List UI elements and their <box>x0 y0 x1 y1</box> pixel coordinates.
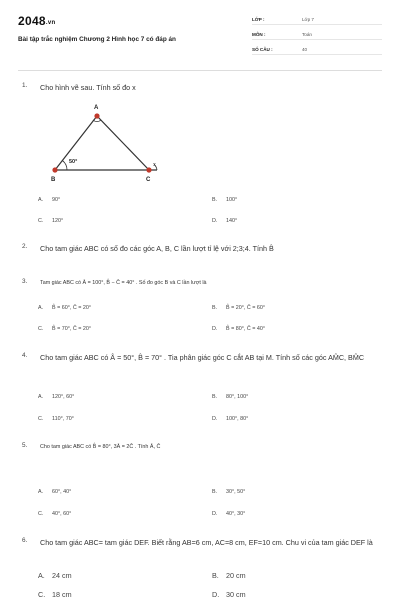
brand-name: 2048 <box>18 14 46 28</box>
question-number: 2. <box>22 243 28 250</box>
header-divider <box>18 70 382 71</box>
meta-label: LỚP : <box>252 17 265 22</box>
brand-logo[interactable] <box>18 14 55 28</box>
question-number: 3. <box>22 278 28 285</box>
page-title: Bài tập trắc nghiệm Chương 2 Hình học 7 có đáp án <box>18 36 176 43</box>
question-text: Cho tam giác ABC= tam giác DEF. Biết rằng AB=6 cm, AC=8 cm, EF=10 cm. Chu vi của tam giác DEF là <box>40 538 373 547</box>
question-text: Cho tam giác ABC có số đo các góc A, B, C lần lượt tỉ lệ với 2;3;4. Tính B̂ <box>40 244 274 253</box>
meta-label: SỐ CÂU : <box>252 47 273 52</box>
x-label: x <box>153 162 156 168</box>
vertex-c-dot <box>146 167 151 172</box>
question-text: Cho tam giác ABC có B̂ = 80°, 3Â = 2Ĉ . Tính Â, Ĉ <box>40 444 161 450</box>
angle-label: 50° <box>69 159 78 165</box>
vertex-a-label: A <box>94 105 99 111</box>
meta-row-count <box>252 44 382 55</box>
meta-row-subject <box>252 29 382 40</box>
meta-value: 40 <box>302 47 308 52</box>
meta-value: Lớp 7 <box>302 17 314 22</box>
question-number: 4. <box>22 352 28 359</box>
question-text: Tam giác ABC có Â = 100°, B̂ − Ĉ = 40° . Số đo góc B và C lần lượt là <box>40 280 207 286</box>
question-text: Cho tam giác ABC có Â = 50°, B̂ = 70° . Tia phân giác góc C cắt AB tại M. Tính số các góc AM̂C, BM̂C <box>40 353 365 362</box>
meta-row-class <box>252 14 382 25</box>
question-number: 5. <box>22 442 28 449</box>
vertex-c-label: C <box>146 177 151 183</box>
triangle-figure <box>40 97 170 183</box>
meta-label: MÔN : <box>252 32 266 37</box>
question-number: 6. <box>22 537 28 544</box>
question-number: 1. <box>22 82 28 89</box>
vertex-b-label: B <box>51 177 56 183</box>
vertex-b-dot <box>52 167 57 172</box>
meta-value: Toán <box>302 32 312 37</box>
vertex-a-dot <box>94 113 99 118</box>
brand-suffix: .vn <box>45 20 56 26</box>
question-text: Cho hình vẽ sau. Tính số đo x <box>40 83 136 92</box>
page-header <box>18 12 382 68</box>
